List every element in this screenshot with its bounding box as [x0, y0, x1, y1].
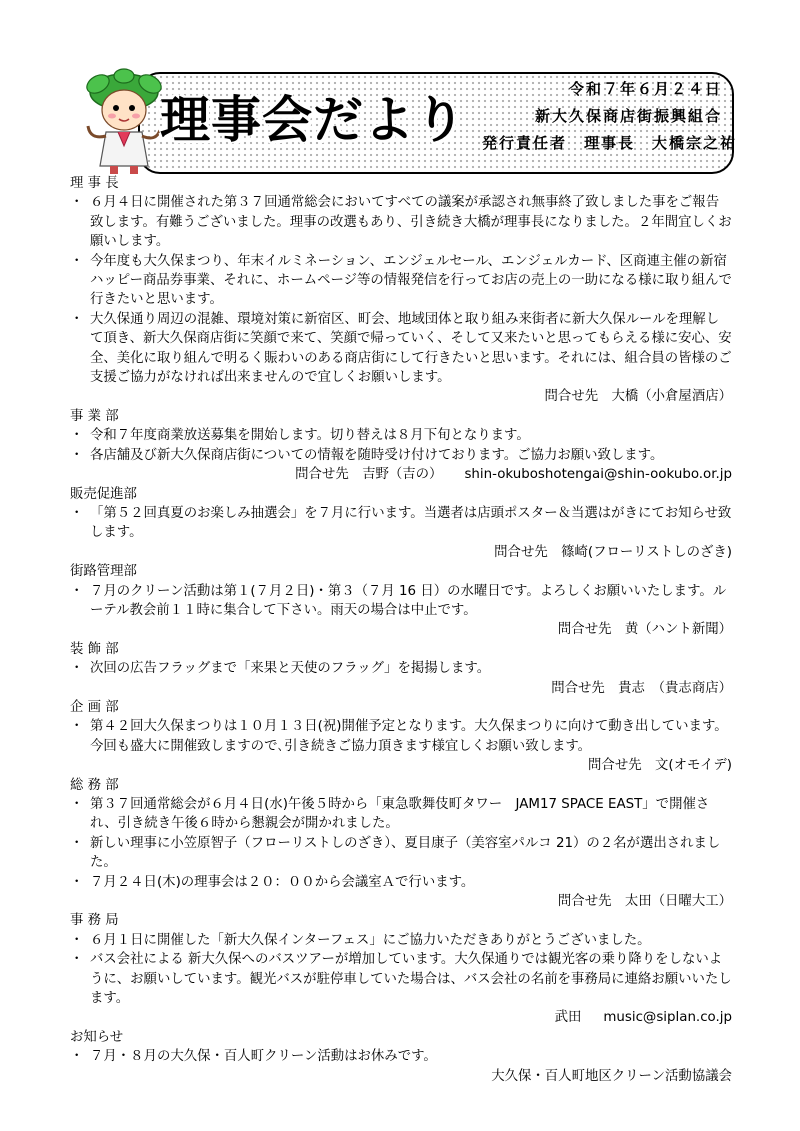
list-item: ・ 令和７年度商業放送募集を開始します。切り替えは８月下旬となります。 [70, 426, 732, 445]
list-item: ・ ７月・８月の大久保・百人町クリーン活動はお休みです。 [70, 1047, 732, 1066]
contact-email[interactable]: shin-okuboshotengai@shin-ookubo.or.jp [464, 467, 732, 483]
list-item: ・ 第３７回通常総会が６月４日(水)午後５時から「東急歌舞伎町タワー JAM17 SPACE EAST」で開催され、引き続き午後６時から懇親会が開かれました。 [70, 795, 732, 834]
contact-line: 問合せ先 文(オモイデ) [588, 758, 732, 774]
section-heading-street: 街路管理部 [70, 564, 137, 580]
list-item: ・ 今年度も大久保まつり、年末イルミネーション、エンジェルセール、エンジェルカード、区商連主催の新宿ハッピー商品券事業、それに、ホームページ等の情報発信を行ってお店の売上の一助になる様に取り組んで行きたいと思います。 [70, 252, 732, 310]
list-item: ・ 各店舗及び新大久保商店街についての情報を随時受け付けております。ご協力お願い致します。 [70, 446, 732, 465]
list-item: ・ ７月のクリーン活動は第１(７月２日)・第３（７月 16 日）の水曜日です。よろしくお願いいたします。ルーテル教会前１１時に集合して下さい。雨天の場合は中止です。 [70, 582, 732, 621]
contact-line [70, 1008, 732, 1027]
contact-line: 問合せ先 黄（ハント新聞） [557, 622, 732, 638]
section-heading-chairman: 理 事 長 [70, 176, 119, 191]
list-item: ・ ６月１日に開催した「新大久保インターフェス」にご協力いただきありがとうございました。 [70, 931, 732, 950]
list-item: ・ ６月４日に開催された第３７回通常総会においてすべての議案が承認され無事終了致しました事をご報告致します。有難うございました。理事の改選もあり、引き続き大橋が理事長になりました。２年間宜しくお願いします。 [70, 193, 732, 251]
section-heading-general: 総 務 部 [70, 777, 119, 793]
organization-name: 新大久保商店街振興組合 [534, 107, 722, 125]
contact-line [70, 465, 732, 484]
section-heading-business: 事 業 部 [70, 408, 119, 424]
list-item: ・ 「第５２回真夏のお楽しみ抽選会」を７月に行います。当選者は店頭ポスター＆当選はがきにてお知らせ致します。 [70, 504, 732, 543]
issue-date: 令和７年６月２４日 [568, 80, 722, 98]
section-heading-decoration: 装 飾 部 [70, 641, 119, 657]
contact-email[interactable]: music@siplan.co.jp [603, 1010, 732, 1026]
mascot-illustration [76, 66, 172, 178]
list-item: ・ 大久保通り周辺の混雑、環境対策に新宿区、町会、地域団体と取り組み来街者に新大久保ルールを理解して頂き、新大久保商店街に笑顔で来て、笑顔で帰っていく、そして又来たいと思ってもらえる様に安心、安全、美化に取り組んで明るく賑わいのある商店街にして行きたいと思います。それには、組合員の皆様のご支援ご協力がなければ出来ませんので宜しくお願いします。 [70, 310, 732, 388]
section-heading-notice: お知らせ [70, 1029, 124, 1045]
contact-name: 武田 [554, 1010, 582, 1026]
header-meta [482, 76, 738, 157]
newsletter-body [70, 174, 732, 1086]
section-heading-planning: 企 画 部 [70, 699, 119, 715]
contact-name: 問合せ先 吉野（吉の） [295, 467, 443, 483]
newsletter-title: 理事会だより [160, 91, 466, 149]
list-item: ・ バス会社による 新大久保へのバスツアーが増加しています。大久保通りでは観光客の乗り降りをしないように、お願いしています。観光バスが駐停車していた場合は、バス会社の名前を事務局に連絡お願いいたします。 [70, 950, 732, 1008]
section-heading-office: 事 務 局 [70, 913, 119, 929]
section-heading-sales: 販売促進部 [70, 486, 137, 502]
list-item: ・ 次回の広告フラッグまで「来果と天使のフラッグ」を掲揚します。 [70, 659, 732, 678]
contact-line: 問合せ先 貴志 （貴志商店） [551, 680, 732, 696]
list-item: ・ ７月２４日(木)の理事会は２０：００から会議室Ａで行います。 [70, 873, 732, 892]
contact-line: 問合せ先 大橋（小倉屋酒店） [544, 389, 732, 405]
list-item: ・ 新しい理事に小笠原智子（フローリストしのざき）、夏目康子（美容室パルコ 21）の２名が選出されました。 [70, 834, 732, 873]
contact-line: 大久保・百人町地区クリーン活動協議会 [491, 1068, 732, 1084]
contact-line: 問合せ先 太田（日曜大工） [557, 894, 732, 910]
list-item: ・ 第４２回大久保まつりは１０月１３日(祝)開催予定となります。大久保まつりに向けて動き出しています。今回も盛大に開催致しますので､引き続きご協力頂きます様宜しくお願い致します。 [70, 717, 732, 756]
contact-line: 問合せ先 篠崎(フローリストしのざき) [494, 544, 732, 560]
publisher-line: 発行責任者 理事長 大橋宗之祐 [482, 134, 738, 152]
